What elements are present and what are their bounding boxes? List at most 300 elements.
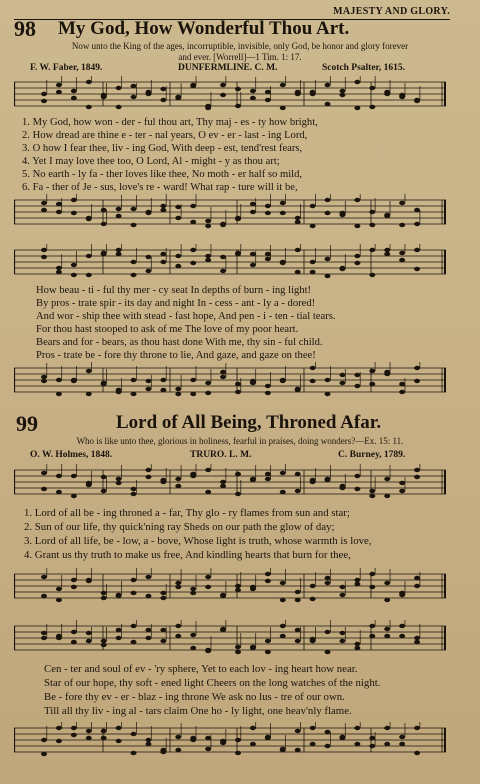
note-head bbox=[220, 480, 226, 484]
note-head bbox=[295, 729, 301, 733]
note-head bbox=[369, 210, 375, 214]
hymn-98-tune: DUNFERMLINE. C. M. bbox=[178, 63, 278, 73]
note-head bbox=[71, 263, 77, 267]
verse-line: 4. Yet I may love thee too, O Lord, Al - might - y as thou art; bbox=[22, 156, 280, 167]
note-head bbox=[310, 90, 316, 94]
note-head bbox=[280, 83, 286, 87]
note-head bbox=[250, 742, 256, 746]
note-head bbox=[86, 105, 92, 109]
note-head bbox=[369, 105, 375, 109]
note-head bbox=[310, 726, 316, 730]
note-head bbox=[71, 474, 77, 478]
note-head bbox=[354, 578, 360, 582]
note-head bbox=[310, 379, 316, 383]
note-head bbox=[175, 216, 181, 220]
note-head bbox=[71, 273, 77, 277]
note-head bbox=[265, 391, 271, 395]
note-head bbox=[41, 594, 47, 598]
note-head bbox=[265, 252, 271, 256]
note-head bbox=[414, 267, 420, 271]
note-head bbox=[145, 255, 151, 259]
note-head bbox=[325, 730, 331, 734]
verse-line: By pros - trate spir - its day and night In - cess - ant - ly a - dored! bbox=[36, 298, 316, 309]
note-head bbox=[384, 742, 390, 746]
note-head bbox=[325, 650, 331, 654]
note-head bbox=[339, 93, 345, 97]
hymn-99-staff-treble-2 bbox=[14, 620, 446, 656]
note-head bbox=[145, 575, 151, 579]
note-head bbox=[369, 382, 375, 386]
note-head bbox=[310, 260, 316, 264]
note-head bbox=[354, 254, 360, 258]
note-head bbox=[56, 202, 62, 206]
note-head bbox=[101, 639, 107, 643]
hymn-98-verses-a bbox=[22, 116, 318, 194]
hymn-99-staff-bass-1 bbox=[14, 568, 446, 604]
note-head bbox=[131, 487, 137, 491]
note-head bbox=[160, 252, 166, 256]
note-head bbox=[414, 751, 420, 755]
note-head bbox=[56, 270, 62, 274]
note-head bbox=[175, 477, 181, 481]
verse-line: Cen - ter and soul of ev - 'ry sphere, Yet to each lov - ing heart how near. bbox=[44, 663, 358, 675]
note-head bbox=[160, 591, 166, 595]
note-head bbox=[265, 257, 271, 261]
note-head bbox=[369, 369, 375, 373]
hymn-98-verses-b bbox=[36, 284, 336, 362]
note-head bbox=[354, 106, 360, 110]
note-head bbox=[56, 587, 62, 591]
note-head bbox=[325, 478, 331, 482]
note-head bbox=[295, 639, 301, 643]
note-head bbox=[235, 217, 241, 221]
note-head bbox=[56, 210, 62, 214]
note-head bbox=[116, 726, 122, 730]
note-head bbox=[295, 590, 301, 594]
note-head bbox=[56, 474, 62, 478]
note-head bbox=[101, 489, 107, 493]
note-head bbox=[41, 631, 47, 635]
note-head bbox=[175, 264, 181, 268]
note-head bbox=[325, 274, 331, 278]
note-head bbox=[339, 267, 345, 271]
note-head bbox=[205, 468, 211, 472]
note-head bbox=[175, 634, 181, 638]
hymn-99-title: Lord of All Being, Throned Afar. bbox=[116, 412, 382, 433]
note-head bbox=[250, 263, 256, 267]
note-head bbox=[280, 581, 286, 585]
note-head bbox=[235, 588, 241, 592]
note-head bbox=[369, 248, 375, 252]
note-head bbox=[86, 579, 92, 583]
note-head bbox=[71, 726, 77, 730]
note-head bbox=[56, 378, 62, 382]
note-head bbox=[86, 736, 92, 740]
note-head bbox=[220, 93, 226, 97]
note-head bbox=[131, 260, 137, 264]
note-head bbox=[86, 729, 92, 733]
note-head bbox=[160, 478, 166, 482]
note-head bbox=[384, 90, 390, 94]
note-head bbox=[131, 640, 137, 644]
hymn-98-scripture bbox=[20, 41, 460, 63]
note-head bbox=[71, 96, 77, 100]
note-head bbox=[116, 252, 122, 256]
note-head bbox=[41, 636, 47, 640]
note-head bbox=[220, 484, 226, 488]
note-head bbox=[56, 726, 62, 730]
note-head bbox=[414, 248, 420, 252]
note-head bbox=[56, 739, 62, 743]
note-head bbox=[399, 251, 405, 255]
note-head bbox=[131, 378, 137, 382]
note-head bbox=[265, 384, 271, 388]
note-head bbox=[414, 726, 420, 730]
note-head bbox=[414, 475, 420, 479]
note-head bbox=[339, 639, 345, 643]
note-head bbox=[280, 624, 286, 628]
note-head bbox=[86, 481, 92, 485]
note-head bbox=[235, 751, 241, 755]
note-head bbox=[399, 223, 405, 227]
note-head bbox=[235, 472, 241, 476]
note-head bbox=[369, 489, 375, 493]
note-head bbox=[145, 387, 151, 391]
note-head bbox=[160, 87, 166, 91]
note-head bbox=[116, 86, 122, 90]
note-head bbox=[190, 220, 196, 224]
note-head bbox=[175, 392, 181, 396]
note-head bbox=[384, 598, 390, 602]
note-head bbox=[71, 198, 77, 202]
note-head bbox=[101, 596, 107, 600]
note-head bbox=[265, 579, 271, 583]
note-head bbox=[339, 381, 345, 385]
note-head bbox=[41, 375, 47, 379]
hymn-99-staff-bass-2 bbox=[14, 722, 446, 758]
note-head bbox=[295, 90, 301, 94]
note-head bbox=[71, 494, 77, 498]
note-head bbox=[205, 254, 211, 258]
note-head bbox=[145, 468, 151, 472]
note-head bbox=[190, 646, 196, 650]
note-head bbox=[384, 627, 390, 631]
note-head bbox=[384, 370, 390, 374]
note-head bbox=[41, 248, 47, 252]
note-head bbox=[131, 392, 137, 396]
note-head bbox=[56, 266, 62, 270]
note-head bbox=[280, 106, 286, 110]
note-head bbox=[354, 198, 360, 202]
note-head bbox=[160, 204, 166, 208]
note-head bbox=[86, 631, 92, 635]
section-header: MAJESTY AND GLORY. bbox=[333, 6, 450, 17]
note-head bbox=[220, 370, 226, 374]
note-head bbox=[145, 379, 151, 383]
note-head bbox=[101, 643, 107, 647]
note-head bbox=[175, 96, 181, 100]
hymn-98-staff-bass-1 bbox=[14, 194, 446, 230]
hymn-99-author: O. W. Holmes, 1848. bbox=[30, 450, 113, 460]
verse-line: 1. Lord of all be - ing throned a - far, Thy glo - ry flames from sun and star; bbox=[24, 507, 350, 519]
scripture-line: and ever. [Worrell]—1 Tim. 1: 17. bbox=[178, 52, 302, 62]
note-head bbox=[325, 576, 331, 580]
note-head bbox=[280, 379, 286, 383]
note-head bbox=[56, 598, 62, 602]
note-head bbox=[235, 492, 241, 496]
note-head bbox=[250, 478, 256, 482]
note-head bbox=[414, 584, 420, 588]
note-head bbox=[205, 219, 211, 223]
note-head bbox=[145, 628, 151, 632]
note-head bbox=[41, 752, 47, 756]
note-head bbox=[116, 105, 122, 109]
note-head bbox=[295, 388, 301, 392]
note-head bbox=[116, 388, 122, 392]
note-head bbox=[354, 80, 360, 84]
note-head bbox=[265, 572, 271, 576]
verse-line: 2. Sun of our life, thy quick'ning ray Sheds on our path the glow of day; bbox=[24, 521, 335, 533]
note-head bbox=[145, 90, 151, 94]
note-head bbox=[414, 379, 420, 383]
hymn-99-staff-treble-1 bbox=[14, 464, 446, 500]
note-head bbox=[250, 379, 256, 383]
note-head bbox=[160, 260, 166, 264]
note-head bbox=[295, 489, 301, 493]
note-head bbox=[414, 640, 420, 644]
note-head bbox=[131, 84, 137, 88]
note-head bbox=[71, 211, 77, 215]
note-head bbox=[310, 597, 316, 601]
note-head bbox=[235, 650, 241, 654]
note-head bbox=[325, 392, 331, 396]
verse-line: How beau - ti - ful thy mer - cy seat In depths of burn - ing light! bbox=[36, 285, 312, 296]
note-head bbox=[399, 634, 405, 638]
note-head bbox=[190, 378, 196, 382]
note-head bbox=[131, 624, 137, 628]
note-head bbox=[384, 581, 390, 585]
hymn-98-staff-bass-2 bbox=[14, 362, 446, 398]
verse-line: 2. How dread are thine e - ter - nal years, O ev - er - last - ing Lord, bbox=[22, 130, 308, 141]
note-head bbox=[220, 269, 226, 273]
note-head bbox=[160, 388, 166, 392]
note-head bbox=[190, 633, 196, 637]
note-head bbox=[220, 83, 226, 87]
note-head bbox=[310, 584, 316, 588]
note-head bbox=[116, 628, 122, 632]
note-head bbox=[354, 742, 360, 746]
note-head bbox=[369, 634, 375, 638]
note-head bbox=[71, 630, 77, 634]
note-head bbox=[86, 254, 92, 258]
note-head bbox=[369, 585, 375, 589]
note-head bbox=[190, 204, 196, 208]
note-head bbox=[250, 726, 256, 730]
note-head bbox=[101, 222, 107, 226]
note-head bbox=[399, 201, 405, 205]
note-head bbox=[354, 487, 360, 491]
note-head bbox=[414, 636, 420, 640]
note-head bbox=[131, 751, 137, 755]
note-head bbox=[175, 748, 181, 752]
note-head bbox=[205, 747, 211, 751]
verse-line: 5. No earth - ly fa - ther loves like thee, No moth - er half so mild, bbox=[22, 169, 303, 180]
note-head bbox=[86, 273, 92, 277]
note-head bbox=[131, 207, 137, 211]
note-head bbox=[160, 208, 166, 212]
note-head bbox=[101, 382, 107, 386]
note-head bbox=[175, 735, 181, 739]
note-head bbox=[369, 744, 375, 748]
note-head bbox=[160, 378, 166, 382]
note-head bbox=[235, 104, 241, 108]
note-head bbox=[280, 201, 286, 205]
note-head bbox=[205, 575, 211, 579]
note-head bbox=[265, 736, 271, 740]
note-head bbox=[145, 475, 151, 479]
note-head bbox=[265, 477, 271, 481]
note-head bbox=[101, 591, 107, 595]
note-head bbox=[399, 742, 405, 746]
note-head bbox=[339, 736, 345, 740]
note-head bbox=[160, 639, 166, 643]
note-head bbox=[295, 598, 301, 602]
note-head bbox=[310, 270, 316, 274]
note-head bbox=[190, 472, 196, 476]
note-head bbox=[354, 384, 360, 388]
note-head bbox=[354, 582, 360, 586]
note-head bbox=[295, 248, 301, 252]
note-head bbox=[101, 736, 107, 740]
note-head bbox=[280, 211, 286, 215]
note-head bbox=[310, 366, 316, 370]
note-head bbox=[86, 392, 92, 396]
note-head bbox=[56, 490, 62, 494]
note-head bbox=[235, 584, 241, 588]
hymn-98-composer: Scotch Psalter, 1615. bbox=[322, 63, 406, 73]
note-head bbox=[384, 494, 390, 498]
note-head bbox=[131, 95, 137, 99]
note-head bbox=[295, 628, 301, 632]
note-head bbox=[235, 87, 241, 91]
note-head bbox=[145, 738, 151, 742]
note-head bbox=[41, 92, 47, 96]
note-head bbox=[160, 748, 166, 752]
note-head bbox=[399, 93, 405, 97]
note-head bbox=[310, 637, 316, 641]
note-head bbox=[325, 630, 331, 634]
note-head bbox=[220, 739, 226, 743]
note-head bbox=[295, 748, 301, 752]
note-head bbox=[265, 639, 271, 643]
note-head bbox=[190, 587, 196, 591]
note-head bbox=[131, 273, 137, 277]
note-head bbox=[369, 494, 375, 498]
note-head bbox=[116, 739, 122, 743]
note-head bbox=[86, 80, 92, 84]
note-head bbox=[325, 378, 331, 382]
note-head bbox=[399, 382, 405, 386]
note-head bbox=[354, 646, 360, 650]
note-head bbox=[280, 490, 286, 494]
note-head bbox=[71, 585, 77, 589]
verse-line: 6. Fa - ther of Je - sus, love's re - ward! What rap - ture will it be, bbox=[22, 182, 298, 193]
hymn-98-title: My God, How Wonderful Thou Art. bbox=[58, 18, 350, 39]
note-head bbox=[414, 366, 420, 370]
note-head bbox=[190, 591, 196, 595]
note-head bbox=[41, 99, 47, 103]
note-head bbox=[131, 732, 137, 736]
note-head bbox=[295, 216, 301, 220]
scripture-line: Now unto the King of the ages, incorruptible, invisible, only God, be honor and glory forever bbox=[71, 41, 409, 51]
note-head bbox=[205, 736, 211, 740]
note-head bbox=[339, 484, 345, 488]
note-head bbox=[250, 96, 256, 100]
note-head bbox=[325, 257, 331, 261]
note-head bbox=[325, 102, 331, 106]
note-head bbox=[205, 106, 211, 110]
note-head bbox=[145, 594, 151, 598]
note-head bbox=[71, 733, 77, 737]
note-head bbox=[354, 373, 360, 377]
note-head bbox=[354, 474, 360, 478]
note-head bbox=[101, 729, 107, 733]
note-head bbox=[310, 204, 316, 208]
note-head bbox=[86, 369, 92, 373]
hymn-98-staff-treble-1 bbox=[14, 76, 446, 112]
verse-line: Till all thy liv - ing al - tars claim One ho - ly light, one heav'nly flame. bbox=[44, 705, 352, 717]
note-head bbox=[339, 593, 345, 597]
note-head bbox=[384, 477, 390, 481]
note-head bbox=[265, 204, 271, 208]
note-head bbox=[310, 478, 316, 482]
hymn-99-verses-b bbox=[44, 662, 380, 718]
note-head bbox=[205, 391, 211, 395]
note-head bbox=[205, 224, 211, 228]
note-head bbox=[160, 628, 166, 632]
hymn-99-verses-a bbox=[24, 506, 372, 562]
note-head bbox=[160, 596, 166, 600]
note-head bbox=[190, 392, 196, 396]
hymn-99-tune: TRURO. L. M. bbox=[190, 450, 252, 460]
note-head bbox=[175, 624, 181, 628]
note-head bbox=[145, 269, 151, 273]
note-head bbox=[41, 738, 47, 742]
note-head bbox=[399, 390, 405, 394]
note-head bbox=[41, 255, 47, 259]
note-head bbox=[190, 261, 196, 265]
note-head bbox=[235, 738, 241, 742]
note-head bbox=[295, 270, 301, 274]
note-head bbox=[116, 214, 122, 218]
note-head bbox=[354, 642, 360, 646]
note-head bbox=[145, 742, 151, 746]
note-head bbox=[250, 646, 256, 650]
note-head bbox=[414, 576, 420, 580]
note-head bbox=[205, 649, 211, 653]
hymn-98-staff-treble-2 bbox=[14, 244, 446, 280]
note-head bbox=[325, 83, 331, 87]
verse-line: 3. O how I fear thee, liv - ing God, With deep - est, tend'rest fears, bbox=[22, 143, 303, 154]
note-head bbox=[190, 84, 196, 88]
note-head bbox=[399, 591, 405, 595]
note-head bbox=[41, 471, 47, 475]
note-head bbox=[399, 481, 405, 485]
note-head bbox=[265, 98, 271, 102]
hymn-99-composer: C. Burney, 1789. bbox=[338, 450, 406, 460]
note-head bbox=[369, 736, 375, 740]
verse-line: Bears and for - bears, as thou hast done With me, thy sin - ful child. bbox=[36, 337, 323, 348]
